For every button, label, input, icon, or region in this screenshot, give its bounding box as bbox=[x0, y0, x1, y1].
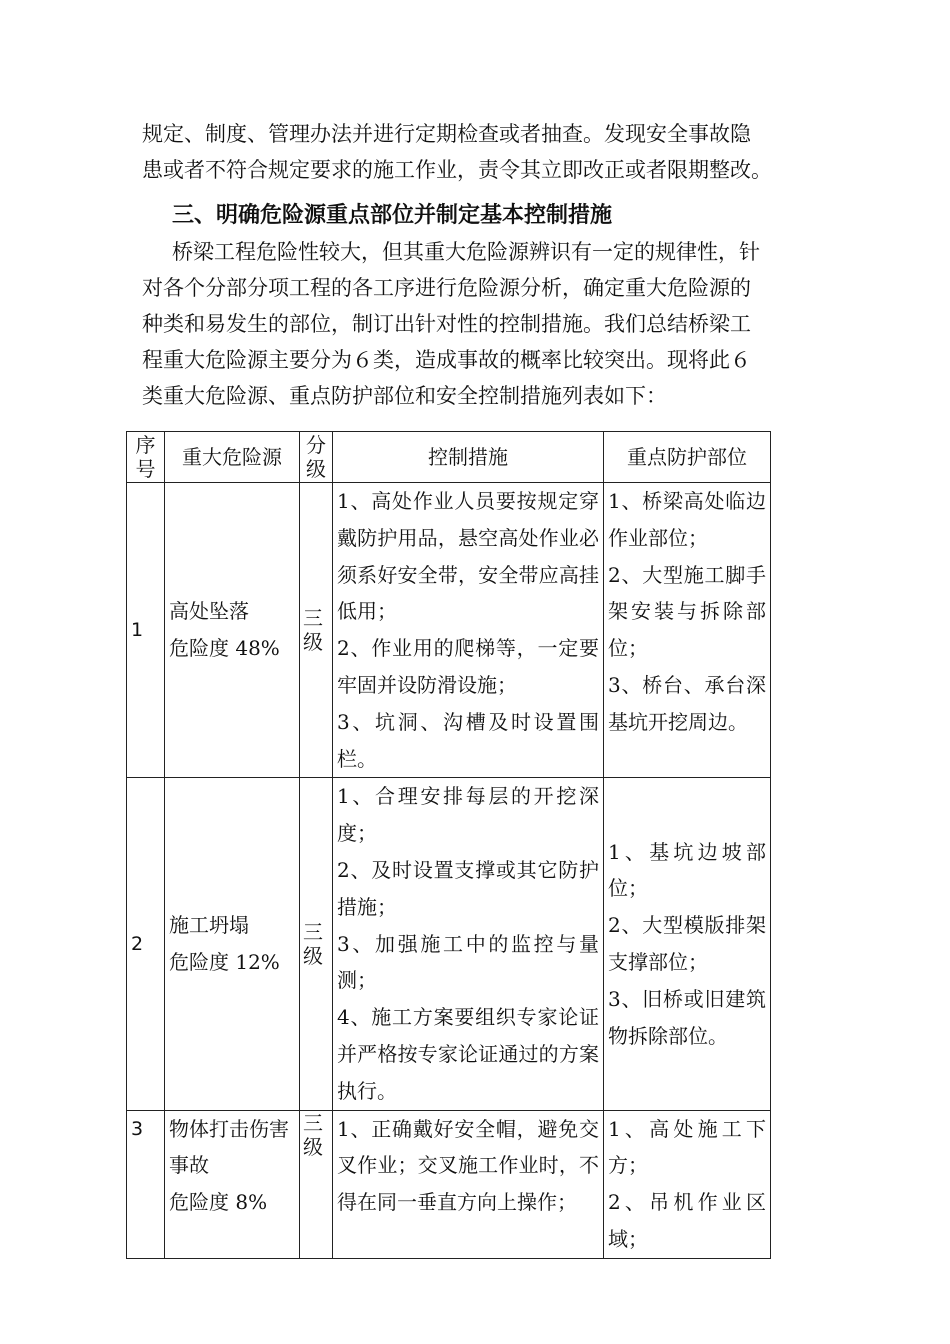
body-paragraph bbox=[142, 234, 810, 414]
section-heading: 三、明确危险源重点部位并制定基本控制措施 bbox=[172, 203, 613, 228]
hazard-table bbox=[126, 431, 771, 1259]
measure-item: 1、正确戴好安全帽，避免交叉作业；交叉施工作业时，不得在同一垂直方向上操作； bbox=[337, 1116, 599, 1215]
measure-item: 2、作业用的爬梯等，一定要牢固并设防滑设施； bbox=[337, 636, 599, 697]
measure-item: 4、施工方案要组织专家论证并严格按专家论证通过的方案执行。 bbox=[337, 1005, 599, 1103]
header-measures: 控制措施 bbox=[333, 432, 604, 483]
paragraph-line: 对各个分部分项工程的各工序进行危险源分析，确定重大危险源的 bbox=[142, 276, 751, 300]
row-seq: 2 bbox=[127, 778, 165, 1110]
table-row bbox=[127, 1110, 771, 1258]
row-measures bbox=[333, 778, 604, 1110]
measure-item: 1、合理安排每层的开挖深度； bbox=[337, 784, 599, 846]
paragraph-line: 规定、制度、管理办法并进行定期检查或者抽查。发现安全事故隐 bbox=[142, 122, 751, 146]
measure-item: 3、加强施工中的监控与量测； bbox=[337, 931, 599, 993]
row-hazard: 施工坍塌 危险度 12% bbox=[165, 778, 300, 1110]
measure-item: 3、坑洞、沟槽及时设置围栏。 bbox=[337, 709, 599, 771]
paragraph-line: 类重大危险源、重点防护部位和安全控制措施列表如下： bbox=[142, 384, 667, 408]
protection-item: 3、旧桥或旧建筑物拆除部位。 bbox=[608, 986, 766, 1048]
header-grade: 分 级 bbox=[300, 432, 333, 483]
row-seq: 3 bbox=[127, 1110, 165, 1258]
measure-item: 2、及时设置支撑或其它防护措施； bbox=[337, 857, 599, 919]
row-hazard: 物体打击伤害事故 危险度 8% bbox=[165, 1110, 300, 1258]
row-measures bbox=[333, 1110, 604, 1258]
protection-item: 1、桥梁高处临边作业部位； bbox=[608, 489, 766, 550]
paragraph-line: 种类和易发生的部位，制订出针对性的控制措施。我们总结桥梁工 bbox=[142, 312, 751, 336]
header-protection: 重点防护部位 bbox=[604, 432, 771, 483]
protection-item: 3、桥台、承台深基坑开挖周边。 bbox=[608, 672, 766, 734]
row-grade: 三 级 bbox=[300, 483, 333, 778]
protection-item: 2、吊机作业区域； bbox=[608, 1190, 766, 1251]
table-row bbox=[127, 778, 771, 1110]
table-row bbox=[127, 483, 771, 778]
row-hazard: 高处坠落 危险度 48% bbox=[165, 483, 300, 778]
header-seq: 序 号 bbox=[127, 432, 165, 483]
row-seq: 1 bbox=[127, 483, 165, 778]
paragraph-line: 桥梁工程危险性较大，但其重大危险源辨识有一定的规律性，针 bbox=[172, 240, 760, 264]
row-measures bbox=[333, 483, 604, 778]
row-protection bbox=[604, 1110, 771, 1258]
table-header-row bbox=[127, 432, 771, 483]
intro-paragraph bbox=[142, 116, 810, 188]
protection-item: 1、基坑边坡部位； bbox=[608, 839, 766, 901]
protection-item: 1、高处施工下方； bbox=[608, 1116, 766, 1178]
protection-item: 2、大型模版排架支撑部位； bbox=[608, 913, 766, 974]
row-grade: 三 级 bbox=[300, 778, 333, 1110]
header-hazard: 重大危险源 bbox=[165, 432, 300, 483]
row-grade: 三 级 bbox=[300, 1110, 333, 1258]
paragraph-line: 患或者不符合规定要求的施工作业，责令其立即改正或者限期整改。 bbox=[142, 158, 772, 182]
measure-item: 1、高处作业人员要按规定穿戴防护用品，悬空高处作业必须系好安全带，安全带应高挂低用； bbox=[337, 489, 599, 624]
paragraph-line: 程重大危险源主要分为６类，造成事故的概率比较突出。现将此６ bbox=[142, 348, 751, 372]
row-protection bbox=[604, 483, 771, 778]
row-protection bbox=[604, 778, 771, 1110]
protection-item: 2、大型施工脚手架安装与拆除部位； bbox=[608, 562, 766, 661]
